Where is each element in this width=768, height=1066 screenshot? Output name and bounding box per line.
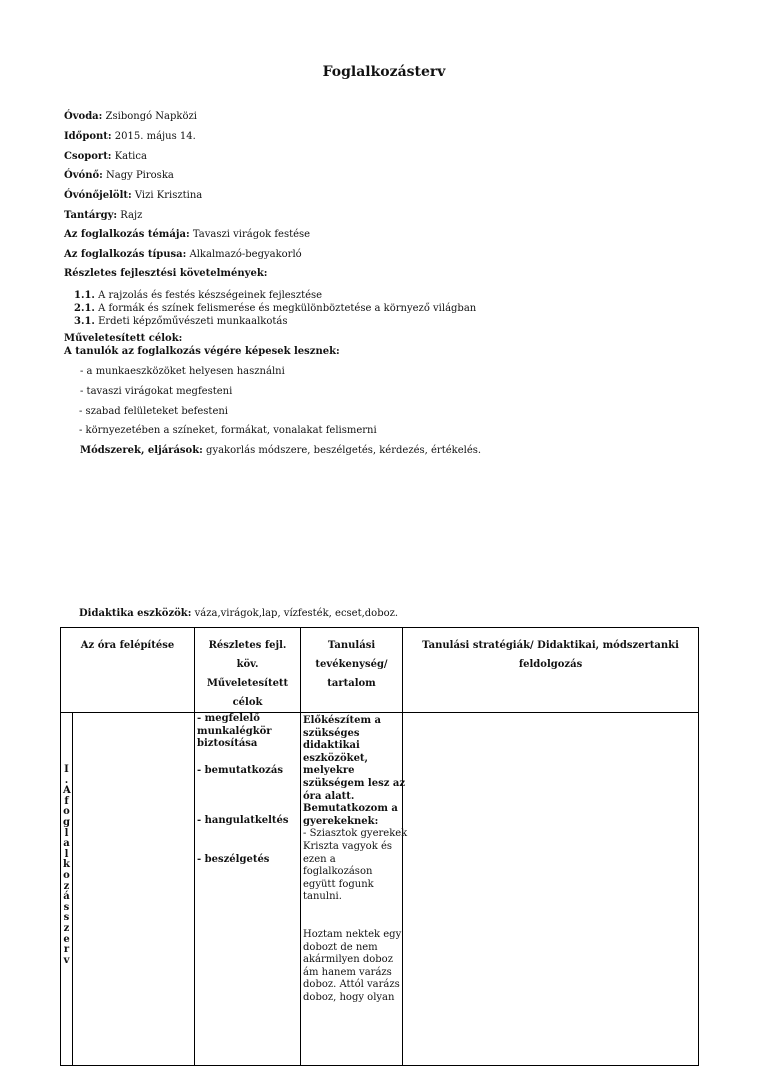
header-line: Tanulási xyxy=(327,640,376,651)
phase-vertical-label xyxy=(61,713,73,1066)
info-label: Tantárgy: xyxy=(64,210,118,221)
goal-cell-item: - hangulatkeltés xyxy=(197,815,289,827)
vertical-letter: I xyxy=(64,764,69,775)
info-value: Zsibongó Napközi xyxy=(105,111,197,122)
activity-line: - Sziasztok gyerekek xyxy=(303,828,408,840)
requirement-number: 1.1. xyxy=(74,290,95,301)
activity-line: szükségem lesz az xyxy=(303,777,406,789)
activity-line: didaktikai xyxy=(303,740,360,752)
goals-cell xyxy=(195,713,301,1066)
vertical-letter: g xyxy=(63,816,70,828)
activity-line: akármilyen doboz xyxy=(303,954,393,966)
goal-item: - a munkaeszközöket helyesen használni xyxy=(80,366,285,377)
info-label: Óvónőjelölt: xyxy=(64,190,132,201)
info-value: Alkalmazó-begyakorló xyxy=(189,249,302,260)
requirement-text: A formák és színek felismerése és megkülönböztetése a környező világban xyxy=(98,303,477,314)
info-label: Az foglalkozás témája: xyxy=(64,229,190,240)
tools-line xyxy=(79,608,398,619)
goal-item: - szabad felületeket befesteni xyxy=(79,406,228,417)
tools-label: Didaktika eszközök: xyxy=(79,608,192,619)
vertical-letter: a xyxy=(63,838,70,850)
lesson-plan-table xyxy=(60,627,699,1066)
header-strategies xyxy=(403,628,699,713)
tools-value: váza,virágok,lap, vízfesték, ecset,doboz. xyxy=(194,608,399,619)
info-line xyxy=(64,111,197,122)
vertical-letter: . xyxy=(64,774,69,786)
info-line xyxy=(64,170,174,181)
activity-line: gyerekeknek: xyxy=(303,815,379,827)
requirement-number: 3.1. xyxy=(74,316,95,327)
activity-line: ezen a xyxy=(303,853,336,865)
activity-line: Bemutatkozom a xyxy=(303,803,398,815)
info-value: 2015. május 14. xyxy=(114,131,196,142)
vertical-letter: v xyxy=(63,954,70,966)
info-label: Az foglalkozás típusa: xyxy=(64,249,187,260)
vertical-letter: s xyxy=(63,912,70,924)
header-line: feldolgozás xyxy=(518,659,583,670)
activity-line: együtt fogunk xyxy=(303,878,374,890)
header-line: tevékenység/ xyxy=(315,659,388,670)
vertical-letter: e xyxy=(63,933,70,945)
vertical-letter: r xyxy=(63,944,70,956)
info-label: Óvónő: xyxy=(64,170,103,181)
table-row xyxy=(61,713,699,1066)
header-line: célok xyxy=(232,697,263,708)
activity-cell xyxy=(301,713,408,1066)
vertical-letter: l xyxy=(64,827,69,839)
activity-line: szükséges xyxy=(303,727,360,739)
page-title: Foglalkozásterv xyxy=(322,64,446,80)
info-line xyxy=(64,229,310,240)
activity-line: Előkészítem a xyxy=(303,715,382,726)
vertical-letter: l xyxy=(64,848,69,860)
info-value: Rajz xyxy=(120,210,143,221)
table-header-row xyxy=(61,628,699,713)
info-label: Részletes fejlesztési követelmények: xyxy=(64,268,268,279)
info-line xyxy=(64,268,267,279)
vertical-letter: s xyxy=(63,901,70,913)
info-label: Csoport: xyxy=(64,151,112,162)
activity-line: tanulni. xyxy=(303,891,342,903)
requirement-number: 2.1. xyxy=(74,303,95,314)
info-value: Tavaszi virágok festése xyxy=(192,229,311,240)
vertical-letter: o xyxy=(63,869,70,881)
goal-cell-item: - bemutatkozás xyxy=(197,764,283,776)
vertical-letter: z xyxy=(63,922,70,934)
methods-label: Módszerek, eljárások: xyxy=(80,445,203,456)
info-line xyxy=(64,131,196,142)
requirement-item xyxy=(74,316,287,327)
activity-line: melyekre xyxy=(303,765,355,777)
activity-line: dobozt de nem xyxy=(303,941,378,953)
requirement-text: A rajzolás és festés készségeinek fejlesztése xyxy=(98,290,323,301)
vertical-letter: A xyxy=(63,785,71,797)
header-line: tartalom xyxy=(327,678,376,689)
goals-heading: Műveletesített célok: xyxy=(64,333,183,344)
info-value: Nagy Piroska xyxy=(106,170,174,181)
methods-value: gyakorlás módszere, beszélgetés, kérdezés, értékelés. xyxy=(206,445,482,456)
vertical-letter: o xyxy=(63,806,70,818)
header-line: Részletes fejl. köv. xyxy=(208,640,287,670)
activity-line: Kriszta vagyok és xyxy=(303,840,392,852)
requirement-item xyxy=(74,290,322,301)
vertical-letter: z xyxy=(63,880,70,892)
activity-line: eszközöket, xyxy=(303,752,369,764)
activity-line: doboz, hogy olyan xyxy=(303,992,395,1004)
info-label: Időpont: xyxy=(64,131,112,142)
goal-item: - tavaszi virágokat megfesteni xyxy=(80,386,233,397)
vertical-letter: á xyxy=(63,891,70,903)
vertical-letter: k xyxy=(63,859,70,871)
header-requirements xyxy=(195,628,301,713)
header-activity xyxy=(301,628,403,713)
goal-cell-item: - megfelelő munkalégkör biztosítása xyxy=(197,713,272,750)
goal-item: - környezetében a színeket, formákat, vonalakat felismerni xyxy=(79,425,377,436)
header-line: Tanulási stratégiák/ Didaktikai, módszertanki xyxy=(422,640,679,651)
methods-line xyxy=(80,445,481,456)
strategy-cell xyxy=(403,713,699,1066)
info-line xyxy=(64,210,142,221)
info-value: Vizi Krisztina xyxy=(134,190,203,201)
requirement-text: Erdeti képzőművészeti munkaalkotás xyxy=(98,316,288,327)
activity-line: doboz. Attól varázs xyxy=(303,979,400,991)
header-structure: Az óra felépítése xyxy=(61,628,195,713)
info-value: Katica xyxy=(114,151,147,162)
requirement-item xyxy=(74,303,476,314)
activity-line: Hoztam nektek egy xyxy=(303,929,402,941)
activity-line xyxy=(303,917,400,930)
activity-line: ám hanem varázs xyxy=(303,966,392,978)
goals-intro: A tanulók az foglalkozás végére képesek lesznek: xyxy=(64,346,340,357)
info-line xyxy=(64,151,147,162)
header-line: Műveletesített xyxy=(206,678,289,689)
activity-line: foglalkozáson xyxy=(303,866,373,878)
activity-line xyxy=(303,904,400,917)
info-line xyxy=(64,190,202,201)
phase-empty-cell xyxy=(73,713,195,1066)
goal-cell-item: - beszélgetés xyxy=(197,853,270,865)
activity-line: óra alatt. xyxy=(303,790,355,802)
vertical-letter: f xyxy=(64,795,69,807)
info-label: Óvoda: xyxy=(64,111,103,122)
info-line xyxy=(64,249,302,260)
